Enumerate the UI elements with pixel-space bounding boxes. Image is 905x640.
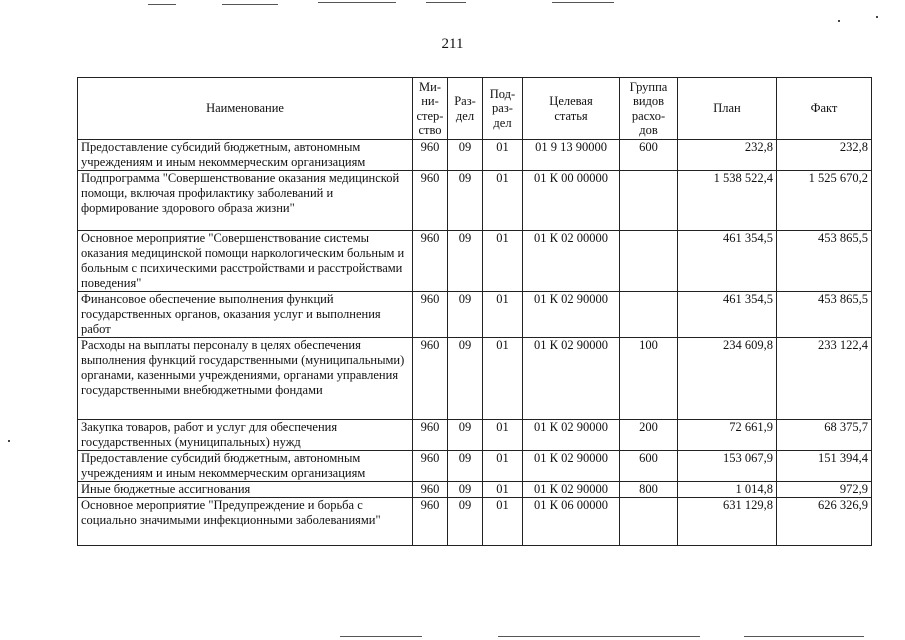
table-row xyxy=(78,171,872,231)
cell-plan: 232,8 xyxy=(678,140,777,171)
cell-target-article: 01 К 02 90000 xyxy=(523,451,620,482)
cell-ministry: 960 xyxy=(413,451,448,482)
scan-artifact-dot xyxy=(838,20,840,22)
cell-subsection: 01 xyxy=(483,171,523,231)
header-name: Наименование xyxy=(78,78,413,140)
header-subsection: Под- раз- дел xyxy=(483,78,523,140)
table-row xyxy=(78,140,872,171)
scan-artifact-line xyxy=(148,4,176,5)
scan-artifact-line xyxy=(222,4,278,5)
cell-plan: 461 354,5 xyxy=(678,292,777,338)
cell-ministry: 960 xyxy=(413,338,448,420)
scan-artifact-dot xyxy=(876,16,878,18)
cell-expense-group: 600 xyxy=(620,451,678,482)
page-number: 211 xyxy=(441,36,464,52)
cell-section: 09 xyxy=(448,292,483,338)
cell-plan: 72 661,9 xyxy=(678,420,777,451)
cell-fact: 232,8 xyxy=(777,140,872,171)
header-ministry: Ми- ни- стер- ство xyxy=(413,78,448,140)
cell-name: Расходы на выплаты персоналу в целях обеспечения выполнения функций государственными (муниципальными) органами, казенными учреждениями, органами управления государственными внебюджетными фондами xyxy=(78,338,413,420)
cell-subsection: 01 xyxy=(483,451,523,482)
cell-target-article: 01 К 02 90000 xyxy=(523,292,620,338)
budget-table xyxy=(77,77,872,546)
cell-subsection: 01 xyxy=(483,338,523,420)
cell-subsection: 01 xyxy=(483,140,523,171)
cell-fact: 972,9 xyxy=(777,482,872,498)
table-row xyxy=(78,338,872,420)
cell-expense-group xyxy=(620,498,678,546)
cell-target-article: 01 К 02 00000 xyxy=(523,231,620,292)
cell-fact: 453 865,5 xyxy=(777,231,872,292)
cell-name: Основное мероприятие "Предупреждение и борьба с социально значимыми инфекционными заболеваниями" xyxy=(78,498,413,546)
cell-expense-group: 600 xyxy=(620,140,678,171)
header-plan: План xyxy=(678,78,777,140)
cell-target-article: 01 К 02 90000 xyxy=(523,338,620,420)
table-row xyxy=(78,498,872,546)
cell-fact: 233 122,4 xyxy=(777,338,872,420)
cell-ministry: 960 xyxy=(413,140,448,171)
cell-fact: 1 525 670,2 xyxy=(777,171,872,231)
cell-name: Подпрограмма "Совершенствование оказания медицинской помощи, включая профилактику заболеваний и формирование здорового образа жизни" xyxy=(78,171,413,231)
cell-name: Закупка товаров, работ и услуг для обеспечения государственных (муниципальных) нужд xyxy=(78,420,413,451)
cell-expense-group: 200 xyxy=(620,420,678,451)
cell-ministry: 960 xyxy=(413,420,448,451)
scan-artifact-line xyxy=(318,2,396,3)
cell-plan: 1 538 522,4 xyxy=(678,171,777,231)
cell-fact: 626 326,9 xyxy=(777,498,872,546)
cell-ministry: 960 xyxy=(413,498,448,546)
cell-section: 09 xyxy=(448,420,483,451)
cell-expense-group: 800 xyxy=(620,482,678,498)
cell-target-article: 01 К 02 90000 xyxy=(523,482,620,498)
table-body xyxy=(78,140,872,546)
cell-subsection: 01 xyxy=(483,420,523,451)
scan-artifact-line xyxy=(426,2,466,3)
table-row xyxy=(78,420,872,451)
cell-target-article: 01 9 13 90000 xyxy=(523,140,620,171)
cell-plan: 153 067,9 xyxy=(678,451,777,482)
cell-section: 09 xyxy=(448,338,483,420)
cell-subsection: 01 xyxy=(483,231,523,292)
cell-fact: 151 394,4 xyxy=(777,451,872,482)
table-row xyxy=(78,482,872,498)
cell-plan: 461 354,5 xyxy=(678,231,777,292)
cell-section: 09 xyxy=(448,140,483,171)
cell-fact: 453 865,5 xyxy=(777,292,872,338)
cell-expense-group xyxy=(620,292,678,338)
cell-plan: 1 014,8 xyxy=(678,482,777,498)
cell-plan: 631 129,8 xyxy=(678,498,777,546)
cell-section: 09 xyxy=(448,451,483,482)
scan-artifact-line xyxy=(498,636,700,637)
cell-name: Предоставление субсидий бюджетным, автономным учреждениям и иным некоммерческим организациям xyxy=(78,140,413,171)
cell-name: Основное мероприятие "Совершенствование системы оказания медицинской помощи наркологическим больным и больным с психическими расстройствами и расстройствами поведения" xyxy=(78,231,413,292)
cell-expense-group xyxy=(620,171,678,231)
cell-subsection: 01 xyxy=(483,498,523,546)
table-row xyxy=(78,231,872,292)
scan-artifact-dot xyxy=(8,440,10,442)
table-row xyxy=(78,451,872,482)
cell-expense-group xyxy=(620,231,678,292)
cell-section: 09 xyxy=(448,498,483,546)
cell-target-article: 01 К 00 00000 xyxy=(523,171,620,231)
scan-artifact-line xyxy=(340,636,422,637)
header-expense-group: Группа видов расхо- дов xyxy=(620,78,678,140)
cell-name: Финансовое обеспечение выполнения функций государственных органов, оказания услуг и выполнения работ xyxy=(78,292,413,338)
cell-plan: 234 609,8 xyxy=(678,338,777,420)
cell-fact: 68 375,7 xyxy=(777,420,872,451)
header-section: Раз- дел xyxy=(448,78,483,140)
cell-ministry: 960 xyxy=(413,171,448,231)
cell-ministry: 960 xyxy=(413,292,448,338)
cell-expense-group: 100 xyxy=(620,338,678,420)
cell-target-article: 01 К 02 90000 xyxy=(523,420,620,451)
cell-ministry: 960 xyxy=(413,231,448,292)
cell-section: 09 xyxy=(448,231,483,292)
table-header-row xyxy=(78,78,872,140)
cell-section: 09 xyxy=(448,482,483,498)
cell-name: Иные бюджетные ассигнования xyxy=(78,482,413,498)
header-target-article: Целевая статья xyxy=(523,78,620,140)
cell-name: Предоставление субсидий бюджетным, автономным учреждениям и иным некоммерческим организациям xyxy=(78,451,413,482)
cell-subsection: 01 xyxy=(483,292,523,338)
scan-artifact-line xyxy=(744,636,864,637)
header-fact: Факт xyxy=(777,78,872,140)
cell-section: 09 xyxy=(448,171,483,231)
cell-subsection: 01 xyxy=(483,482,523,498)
cell-target-article: 01 К 06 00000 xyxy=(523,498,620,546)
cell-ministry: 960 xyxy=(413,482,448,498)
table-row xyxy=(78,292,872,338)
scan-artifact-line xyxy=(552,2,614,3)
